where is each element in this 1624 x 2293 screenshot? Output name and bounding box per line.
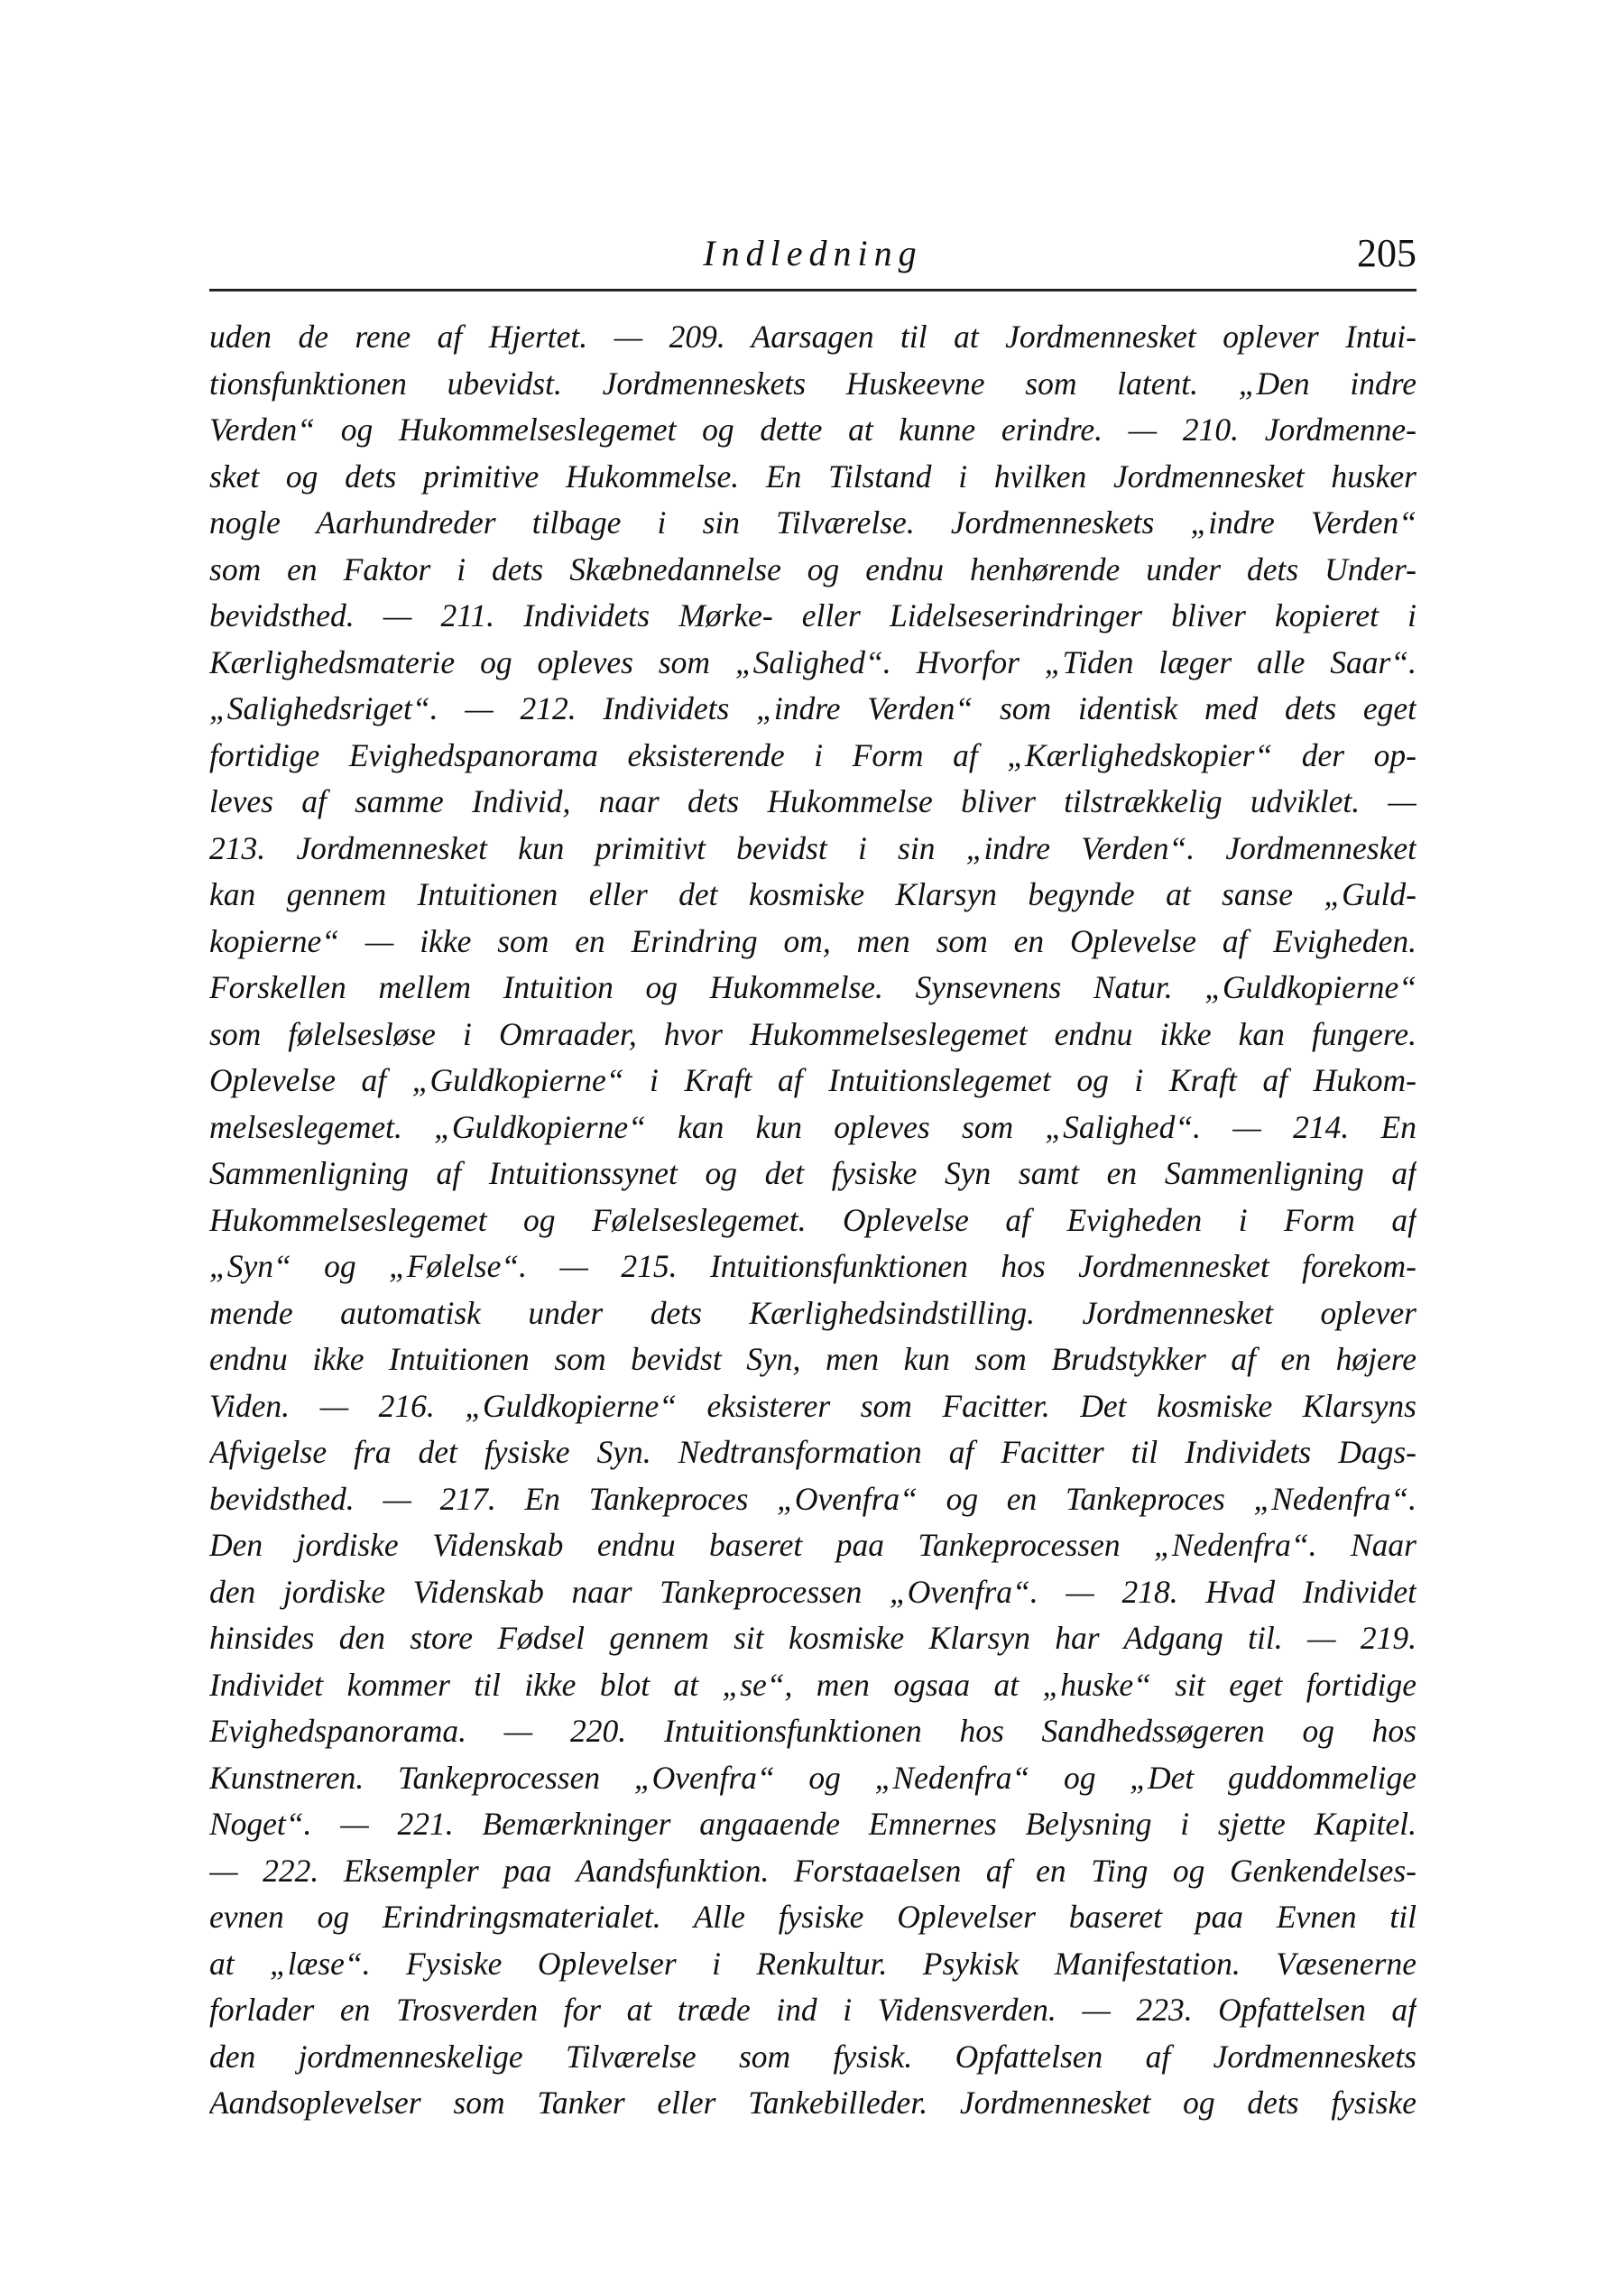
text-line: som følelsesløse i Omraader, hvor Hukommelseslegemet endnu ikke kan fungere. xyxy=(209,1015,1416,1052)
text-line: sket og dets primitive Hukommelse. En Tilstand i hvilken Jordmennesket husker xyxy=(209,458,1416,495)
text-line: „Salighedsriget“. — 212. Individets „indre Verden“ som identisk med dets eget xyxy=(209,690,1416,726)
text-line: at „læse“. Fysiske Oplevelser i Renkultur. Psykisk Manifestation. Væsenerne xyxy=(209,1945,1416,1982)
text-line: Noget“. — 221. Bemærkninger angaaende Emnernes Belysning i sjette Kapitel. xyxy=(209,1806,1416,1842)
text-line: kan gennem Intuitionen eller det kosmiske Klarsyn begynde at sanse „Guld- xyxy=(209,876,1416,912)
text-line: Kunstneren. Tankeprocessen „Ovenfra“ og „Nedenfra“ og „Det guddommelige xyxy=(209,1759,1416,1796)
text-line: Kærlighedsmaterie og opleves som „Salighed“. Hvorfor „Tiden læger alle Saar“. xyxy=(209,643,1416,680)
text-line: Hukommelseslegemet og Følelseslegemet. Oplevelse af Evigheden i Form af xyxy=(209,1201,1416,1238)
text-line: hinsides den store Fødsel gennem sit kosmiske Klarsyn har Adgang til. — 219. xyxy=(209,1620,1416,1656)
text-line: forlader en Trosverden for at træde ind i Vidensverden. — 223. Opfattelsen af xyxy=(209,1992,1416,2028)
page-number: 205 xyxy=(1357,231,1416,275)
text-line: den jordmenneskelige Tilværelse som fysisk. Opfattelsen af Jordmenneskets xyxy=(209,2038,1416,2075)
text-line: — 222. Eksempler paa Aandsfunktion. Forstaaelsen af en Ting og Genkendelses- xyxy=(209,1852,1416,1889)
text-line: leves af samme Individ, naar dets Hukommelse bliver tilstrækkelig udviklet. — xyxy=(209,783,1416,819)
table-of-contents-text xyxy=(209,314,1416,2127)
text-line: bevidsthed. — 211. Individets Mørke- eller Lidelseserindringer bliver kopieret i xyxy=(209,597,1416,633)
text-line: som en Faktor i dets Skæbnedannelse og endnu henhørende under dets Under- xyxy=(209,550,1416,587)
text-line: endnu ikke Intuitionen som bevidst Syn, men kun som Brudstykker af en højere xyxy=(209,1341,1416,1377)
text-line: uden de rene af Hjertet. — 209. Aarsagen til at Jordmennesket oplever Intui- xyxy=(209,319,1416,355)
text-line: Forskellen mellem Intuition og Hukommelse. Synsevnens Natur. „Guldkopierne“ xyxy=(209,969,1416,1005)
text-line: evnen og Erindringsmaterialet. Alle fysiske Oplevelser baseret paa Evnen til xyxy=(209,1899,1416,1935)
text-line: Den jordiske Videnskab endnu baseret paa Tankeprocessen „Nedenfra“. Naar xyxy=(209,1527,1416,1563)
text-line: Aandsoplevelser som Tanker eller Tankebilleder. Jordmennesket og dets fysiske xyxy=(209,2085,1416,2121)
text-line: bevidsthed. — 217. En Tankeproces „Ovenfra“ og en Tankeproces „Nedenfra“. xyxy=(209,1480,1416,1517)
text-line: Evighedspanorama. — 220. Intuitionsfunktionen hos Sandhedssøgeren og hos xyxy=(209,1713,1416,1749)
text-line: Verden“ og Hukommelseslegemet og dette at kunne erindre. — 210. Jordmenne- xyxy=(209,411,1416,448)
text-line: tionsfunktionen ubevidst. Jordmenneskets Huskeevne som latent. „Den indre xyxy=(209,365,1416,402)
chapter-title: Indledning xyxy=(703,233,923,273)
text-line: „Syn“ og „Følelse“. — 215. Intuitionsfunktionen hos Jordmennesket forekom- xyxy=(209,1248,1416,1284)
running-head xyxy=(209,224,1416,287)
text-line: Viden. — 216. „Guldkopierne“ eksisterer som Facitter. Det kosmiske Klarsyns xyxy=(209,1387,1416,1424)
text-line: nogle Aarhundreder tilbage i sin Tilværelse. Jordmenneskets „indre Verden“ xyxy=(209,504,1416,541)
text-line: Afvigelse fra det fysiske Syn. Nedtransformation af Facitter til Individets Dags- xyxy=(209,1434,1416,1470)
text-line: kopierne“ — ikke som en Erindring om, men som en Oplevelse af Evigheden. xyxy=(209,922,1416,959)
header-rule xyxy=(209,289,1416,291)
text-line: melseslegemet. „Guldkopierne“ kan kun opleves som „Salighed“. — 214. En xyxy=(209,1108,1416,1145)
text-line: den jordiske Videnskab naar Tankeprocessen „Ovenfra“. — 218. Hvad Individet xyxy=(209,1573,1416,1610)
text-line: mende automatisk under dets Kærlighedsindstilling. Jordmennesket oplever xyxy=(209,1294,1416,1331)
text-line: Individet kommer til ikke blot at „se“, men ogsaa at „huske“ sit eget fortidige xyxy=(209,1666,1416,1703)
text-line: Oplevelse af „Guldkopierne“ i Kraft af Intuitionslegemet og i Kraft af Hukom- xyxy=(209,1062,1416,1098)
text-line: Sammenligning af Intuitionssynet og det fysiske Syn samt en Sammenligning af xyxy=(209,1155,1416,1191)
text-line: 213. Jordmennesket kun primitivt bevidst i sin „indre Verden“. Jordmennesket xyxy=(209,829,1416,866)
text-line: fortidige Evighedspanorama eksisterende i Form af „Kærlighedskopier“ der op- xyxy=(209,736,1416,773)
